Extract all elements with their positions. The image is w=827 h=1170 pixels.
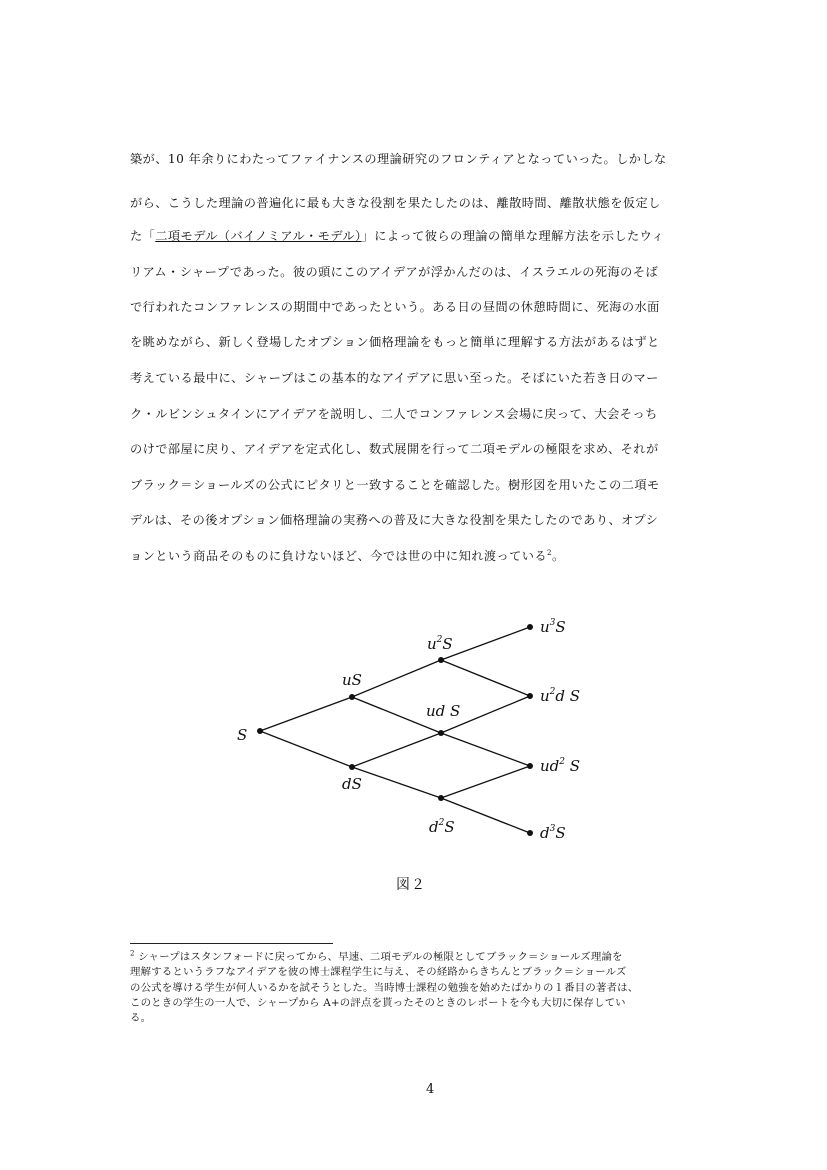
tree-edge: [441, 766, 530, 798]
tree-node: [257, 728, 263, 734]
tree-edge: [441, 733, 530, 766]
footnote-marker: 2: [130, 949, 135, 958]
body-line: 築が、10 年余りにわたってファイナンスの理論研究のフロンティアとなっていった。しかしな: [130, 152, 667, 166]
footnote-line: $^2$ シャープはスタンフォードに戻ってから、早速、二項モデルの極限としてブラック＝ショールズ理論を: [130, 949, 623, 963]
footnote-reference: 2: [547, 548, 552, 557]
node-label-u3S: $u^3S$: [540, 618, 566, 636]
node-label-dS: dS: [342, 775, 362, 793]
tree-node: [349, 764, 355, 770]
footnote-line: 理解するというラフなアイデアを彼の博士課程学生に与え、その経路からきちんとブラック＝ショールズ: [130, 966, 627, 979]
node-label-u2S: $u^2S$: [427, 635, 453, 653]
body-line: リアム・シャープであった。彼の頭にこのアイデアが浮かんだのは、イスラエルの死海のそば: [130, 265, 659, 279]
body-line: のけで部屋に戻り、アイデアを定式化し、数式展開を行って二項モデルの極限を求め、それが: [130, 442, 659, 456]
footnote-separator: [130, 943, 333, 944]
body-line: がら、こうした理論の普遍化に最も大きな役割を果たしたのは、離散時間、離散状態を仮定し: [130, 196, 661, 210]
tree-edge: [441, 660, 530, 696]
tree-node: [438, 657, 444, 663]
underlined-term: 二項モデル（バイノミアル・モデル）: [155, 229, 362, 243]
footnote: [130, 950, 730, 1026]
tree-node: [438, 730, 444, 736]
body-line: 考えている最中に、シャープはこの基本的なアイデアに思い至った。そばにいた若き日のマー: [130, 371, 659, 385]
body-line: ブラック＝ショールズの公式にピタリと一致することを確認した。樹形図を用いたこの二項モ: [130, 478, 660, 492]
tree-edge: [260, 697, 352, 731]
node-label-d3S: $d^3S$: [540, 824, 566, 842]
body-line: た「二項モデル（バイノミアル・モデル）」によって彼らの理論の簡単な理解方法を示したウィ: [130, 229, 665, 243]
body-line: で行われたコンファレンスの期間中であったという。ある日の昼間の休憩時間に、死海の水面: [130, 300, 660, 314]
tree-edge: [352, 767, 441, 798]
tree-node: [349, 694, 355, 700]
node-label-d2S: $d^2S$: [429, 818, 455, 836]
tree-node: [527, 830, 533, 836]
page-number: 4: [426, 1082, 435, 1097]
body-line: デルは、その後オプション価格理論の実務への普及に大きな役割を果たしたのであり、オプシ: [130, 513, 659, 527]
tree-node: [527, 693, 533, 699]
node-label-uS: uS: [342, 671, 362, 689]
footnote-line: の公式を導ける学生が何人いるかを試そうとした。当時博士課程の勉強を始めたばかりの１番目の著者は、: [130, 981, 639, 994]
tree-edge: [352, 733, 441, 767]
node-label-u2dS: $u^2d$ S: [540, 687, 581, 705]
body-line: ョンという商品そのものに負けないほど、今では世の中に知れ渡っている$^2$。: [130, 548, 565, 563]
body-line: ク・ルビンシュタインにアイデアを説明し、二人でコンファレンス会場に戻って、大会そっち: [130, 407, 658, 421]
tree-edge: [260, 731, 352, 767]
tree-node: [527, 763, 533, 769]
tree-node: [527, 624, 533, 630]
tree-edge: [441, 627, 530, 660]
footnote-line: このときの学生の一人で、シャープから A+の評点を貰ったそのときのレポートを今も大切に保存してい: [130, 996, 626, 1009]
body-line: を眺めながら、新しく登場したオプション価格理論をもっと簡単に理解する方法があるはずと: [130, 335, 660, 349]
tree-edge: [352, 660, 441, 697]
node-label-S: S: [237, 726, 248, 744]
figure-caption: 図２: [396, 877, 426, 893]
node-label-ud2S: $ud^2$ S: [540, 757, 581, 775]
node-label-udS: ud S: [426, 702, 461, 720]
footnote-line: る。: [130, 1012, 152, 1025]
tree-node: [438, 795, 444, 801]
